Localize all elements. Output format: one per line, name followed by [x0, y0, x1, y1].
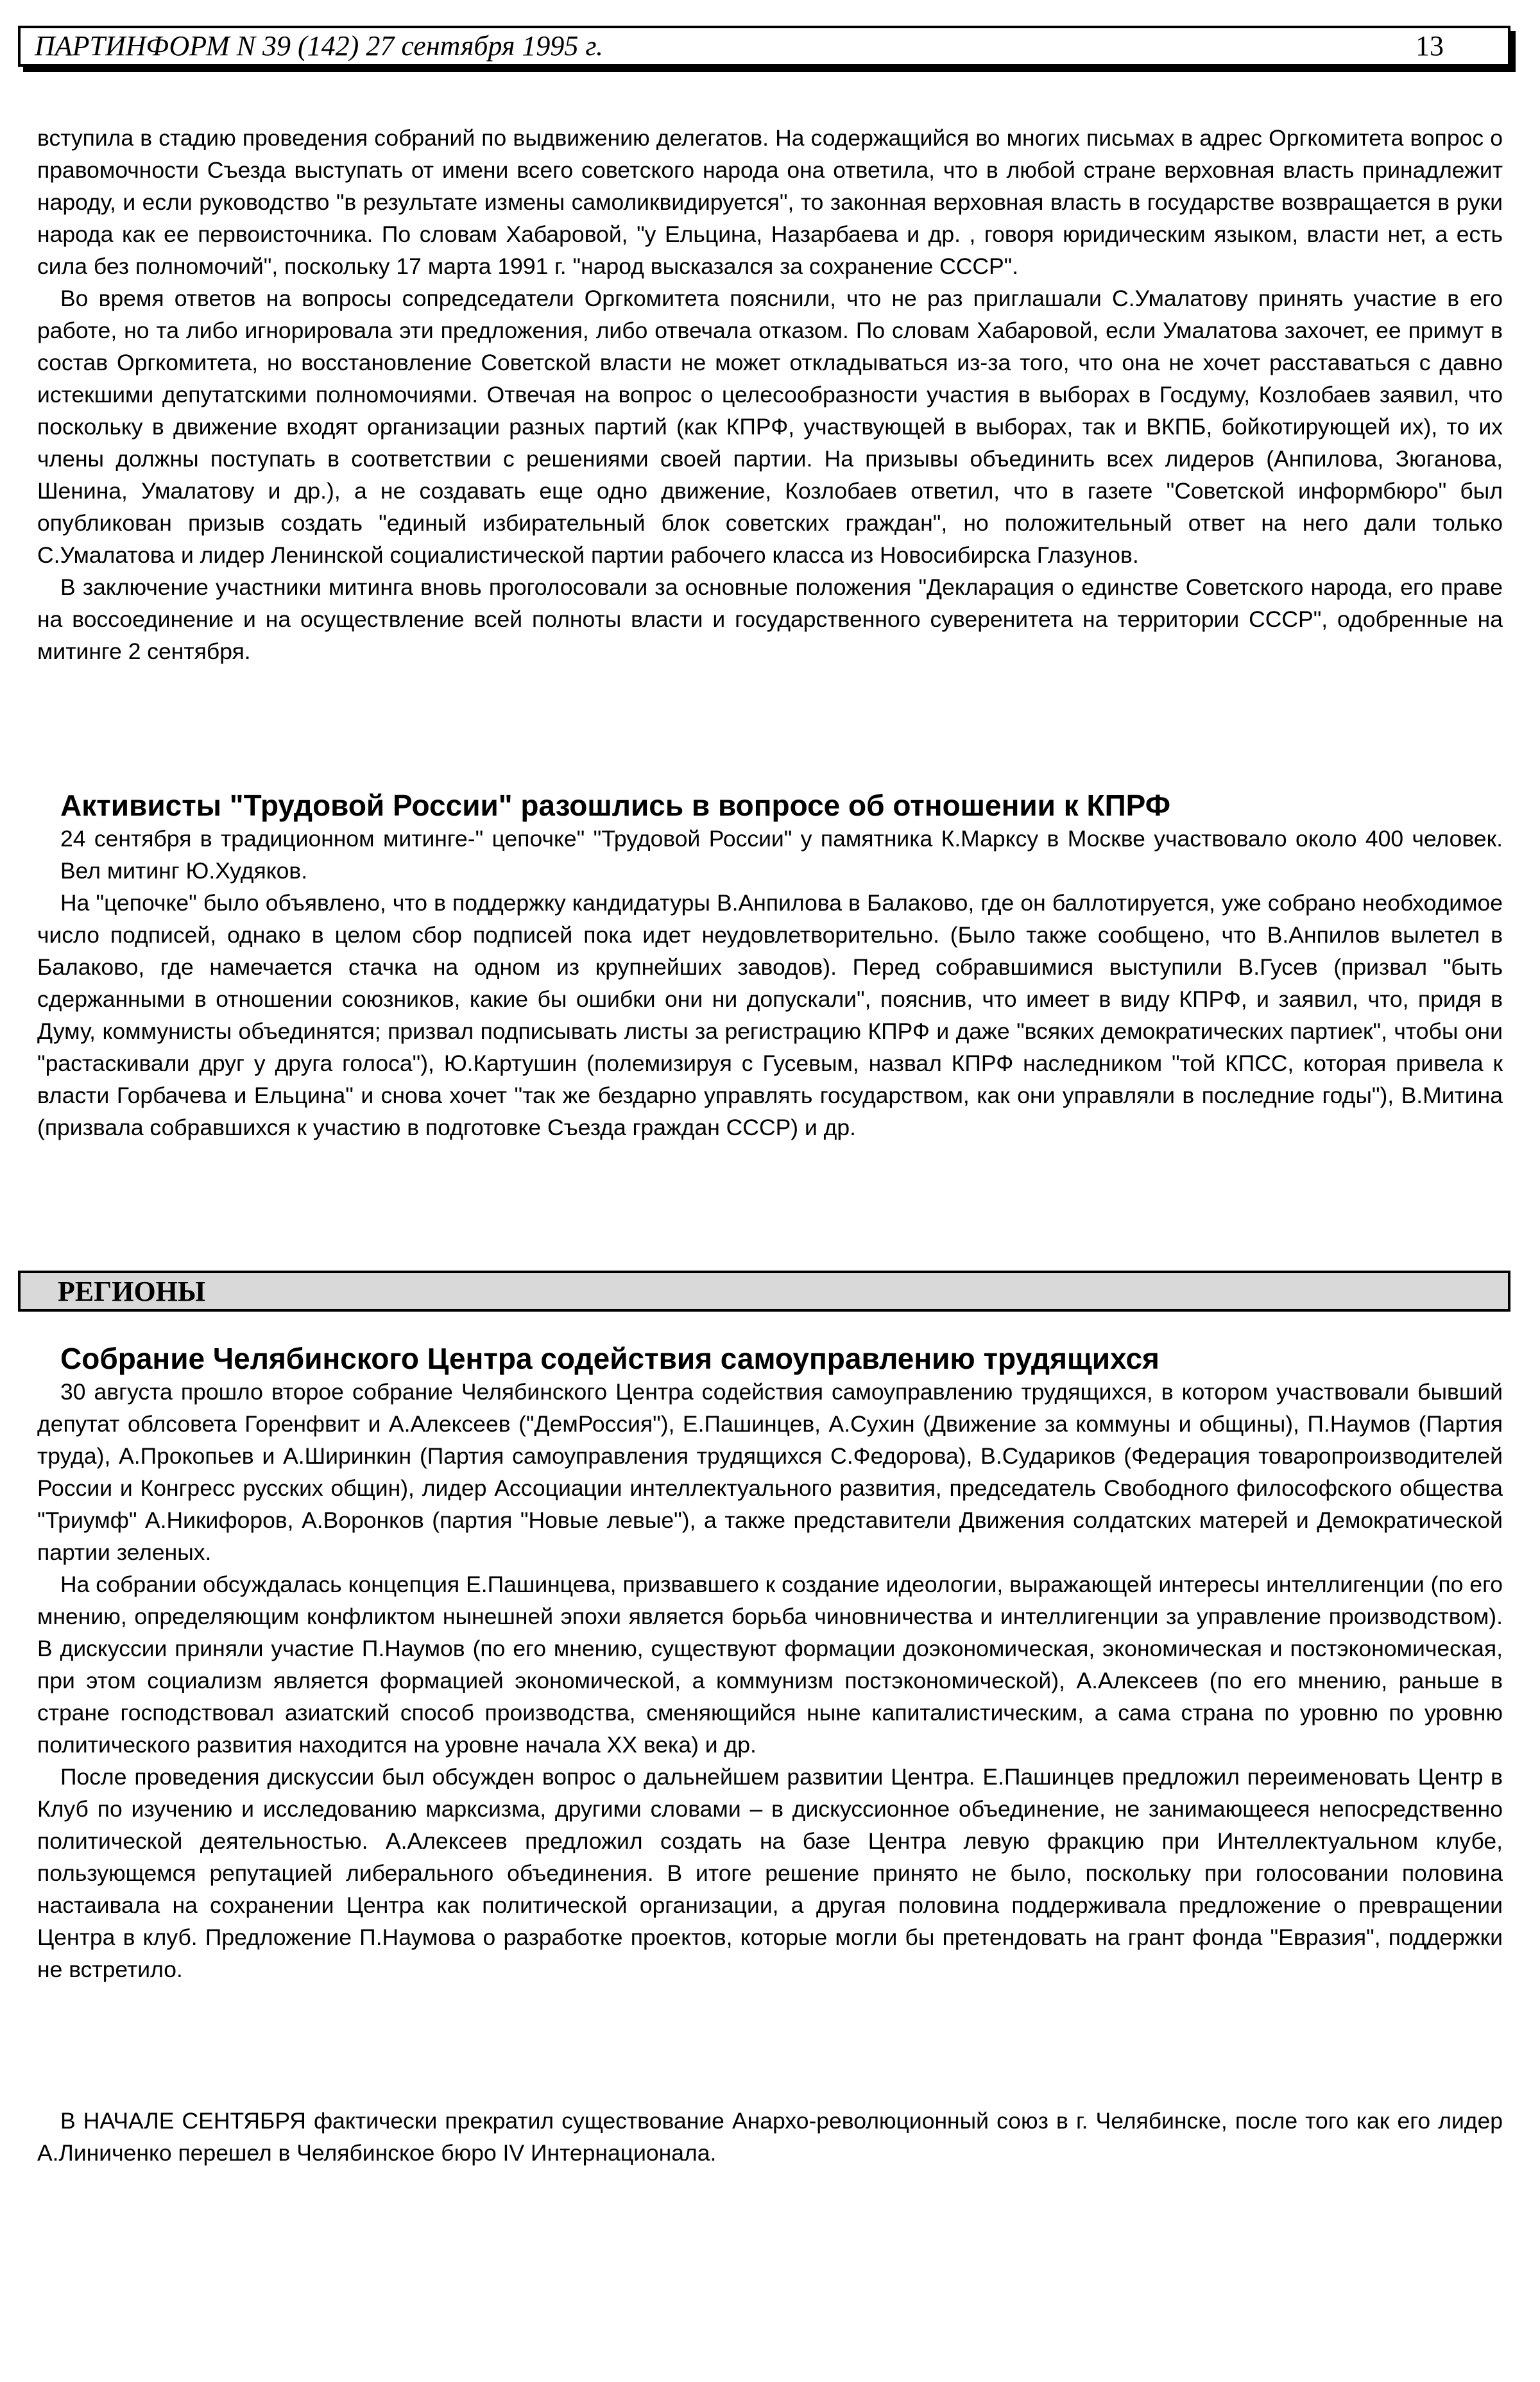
- article-trudovaya-rossiya: [37, 788, 1503, 1144]
- paragraph: 30 августа прошло второе собрание Челябинского Центра содействия самоуправлению трудящихся, в котором участвовали бывший депутат облсовета Горенфвит и А.Алексеев ("ДемРоссия"), Е.Пашинцев, А.Сухин (Движение за коммуны и общины), П.Наумов (Партия труда), А.Прокопьев и А.Ширинкин (Партия самоуправления трудящихся С.Федорова), В.Судариков (Федерация товаропроизводителей России и Конгресс русских общин), лидер Ассоциации интеллектуального развития, председатель Свободного философского общества "Триумф" А.Никифоров, А.Воронков (партия "Новые левые"), а также представители Движения солдатских матерей и Демократической партии зеленых.: [37, 1379, 1503, 1565]
- article-chelyabinsk-center: [37, 1341, 1503, 1985]
- paragraph: вступила в стадию проведения собраний по выдвижению делегатов. На содержащийся во многих письмах в адрес Оргкомитета вопрос о правомочности Съезда выступать от имени всего советского народа она ответила, что в любой стране верховная власть принадлежит народу, и если руководство "в результате измены самоликвидируется", то законная верховная власть в государстве возвращается в руки народа как ее первоисточника. По словам Хабаровой, "у Ельцина, Назарбаева и др. , говоря юридическим языком, власти нет, а есть сила без полномочий", поскольку 17 марта 1991 г. "народ высказался за сохранение СССР".: [37, 125, 1503, 279]
- paragraph: На собрании обсуждалась концепция Е.Пашинцева, призвавшего к создание идеологии, выражающей интересы интеллигенции (по его мнению, определяющим конфликтом нынешней эпохи является борьба чиновничества и интеллигенции за управление производством). В дискуссии приняли участие П.Наумов (по его мнению, существуют формации доэкономическая, экономическая и постэкономическая, при этом социализм является формацией экономической, а коммунизм постэкономической), А.Алексеев (по его мнению, раньше в стране господствовал азиатский способ производства, сменяющийся ныне капиталистическим, а сама страна по уровню по уровню политического развития находится на уровне начала XX века) и др.: [37, 1572, 1503, 1758]
- article-title: Собрание Челябинского Центра содействия самоуправлению трудящихся: [60, 1342, 1159, 1375]
- paragraph: В заключение участники митинга вновь проголосовали за основные положения "Декларация о единстве Советского народа, его праве на воссоединение и на осуществление всей полноты власти и государственного суверенитета на территории СССР", одобренные на митинге 2 сентября.: [37, 574, 1503, 664]
- news-note: [37, 2105, 1503, 2169]
- paragraph: В НАЧАЛЕ СЕНТЯБРЯ фактически прекратил существование Анархо-революционный союз в г. Челябинске, после того как его лидер А.Линиченко перешел в Челябинское бюро IV Интернационала.: [37, 2108, 1503, 2166]
- paragraph: 24 сентября в традиционном митинге-" цепочке" "Трудовой России" у памятника К.Марксу в Москве участвовало около 400 человек. Вел митинг Ю.Худяков.: [60, 826, 1503, 884]
- page-header: [18, 26, 1510, 67]
- header-title: ПАРТИНФОРМ N 39 (142) 27 сентября 1995 г.: [35, 30, 603, 62]
- paragraph: После проведения дискуссии был обсужден вопрос о дальнейшем развитии Центра. Е.Пашинцев предложил переименовать Центр в Клуб по изучению и исследованию марксизма, другими словами – в дискуссионное объединение, не занимающееся непосредственно политической деятельностью. А.Алексеев предложил создать на базе Центра левую фракцию при Интеллектуальном клубе, пользующемся репутацией либерального объединения. В итоге решение принято не было, поскольку при голосовании половина настаивала на сохранении Центра как политической организации, а другая половина поддерживала предложение о превращении Центра в клуб. Предложение П.Наумова о разработке проектов, которые могли бы претендовать на грант фонда "Евразия", поддержки не встретило.: [37, 1764, 1503, 1982]
- page-number: 13: [1416, 30, 1444, 62]
- continuation-text: [37, 122, 1503, 667]
- section-label: РЕГИОНЫ: [58, 1275, 206, 1307]
- paragraph: На "цепочке" было объявлено, что в поддержку кандидатуры В.Анпилова в Балаково, где он баллотируется, уже собрано необходимое число подписей, однако в целом сбор подписей пока идет неудовлетворительно. (Было также сообщено, что В.Анпилов вылетел в Балаково, где намечается стачка на одном из крупнейших заводов). Перед собравшимися выступили В.Гусев (призвал "быть сдержанными в отношении союзников, какие бы ошибки они ни допускали", пояснив, что имеет в виду КПРФ, и заявил, что, придя в Думу, коммунисты объединятся; призвал подписывать листы за регистрацию КПРФ и даже "всяких демократических партиек", чтобы они "растаскивали друг у друга голоса"), Ю.Картушин (полемизируя с Гусевым, назвал КПРФ наследником "той КПСС, которая привела к власти Горбачева и Ельцина" и снова хочет "так же бездарно управлять государством, как они управляли в последние годы"), В.Митина (призвала собравшихся к участию в подготовке Съезда граждан СССР) и др.: [37, 890, 1503, 1140]
- article-title: Активисты "Трудовой России" разошлись в вопросе об отношении к КПРФ: [60, 789, 1171, 822]
- section-header-regions: [18, 1271, 1510, 1312]
- paragraph: Во время ответов на вопросы сопредседатели Оргкомитета пояснили, что не раз приглашали С.Умалатову принять участие в его работе, но та либо игнорировала эти предложения, либо отвечала отказом. По словам Хабаровой, если Умалатова захочет, ее примут в состав Оргкомитета, но восстановление Советской власти не может откладываться из-за того, что она не хочет расставаться с давно истекшими депутатскими полномочиями. Отвечая на вопрос о целесообразности участия в выборах в Госдуму, Козлобаев заявил, что поскольку в движение входят организации разных партий (как КПРФ, участвующей в выборах, так и ВКПБ, бойкотирующей их), то их члены должны поступать в соответствии с решениями своей партии. На призывы объединить всех лидеров (Анпилова, Зюганова, Шенина, Умалатову и др.), а не создавать еще одно движение, Козлобаев ответил, что в газете "Советской информбюро" был опубликован призыв создать "единый избирательный блок советских граждан", но положительный ответ на него дали только С.Умалатова и лидер Ленинской социалистической партии рабочего класса из Новосибирска Глазунов.: [37, 286, 1503, 568]
